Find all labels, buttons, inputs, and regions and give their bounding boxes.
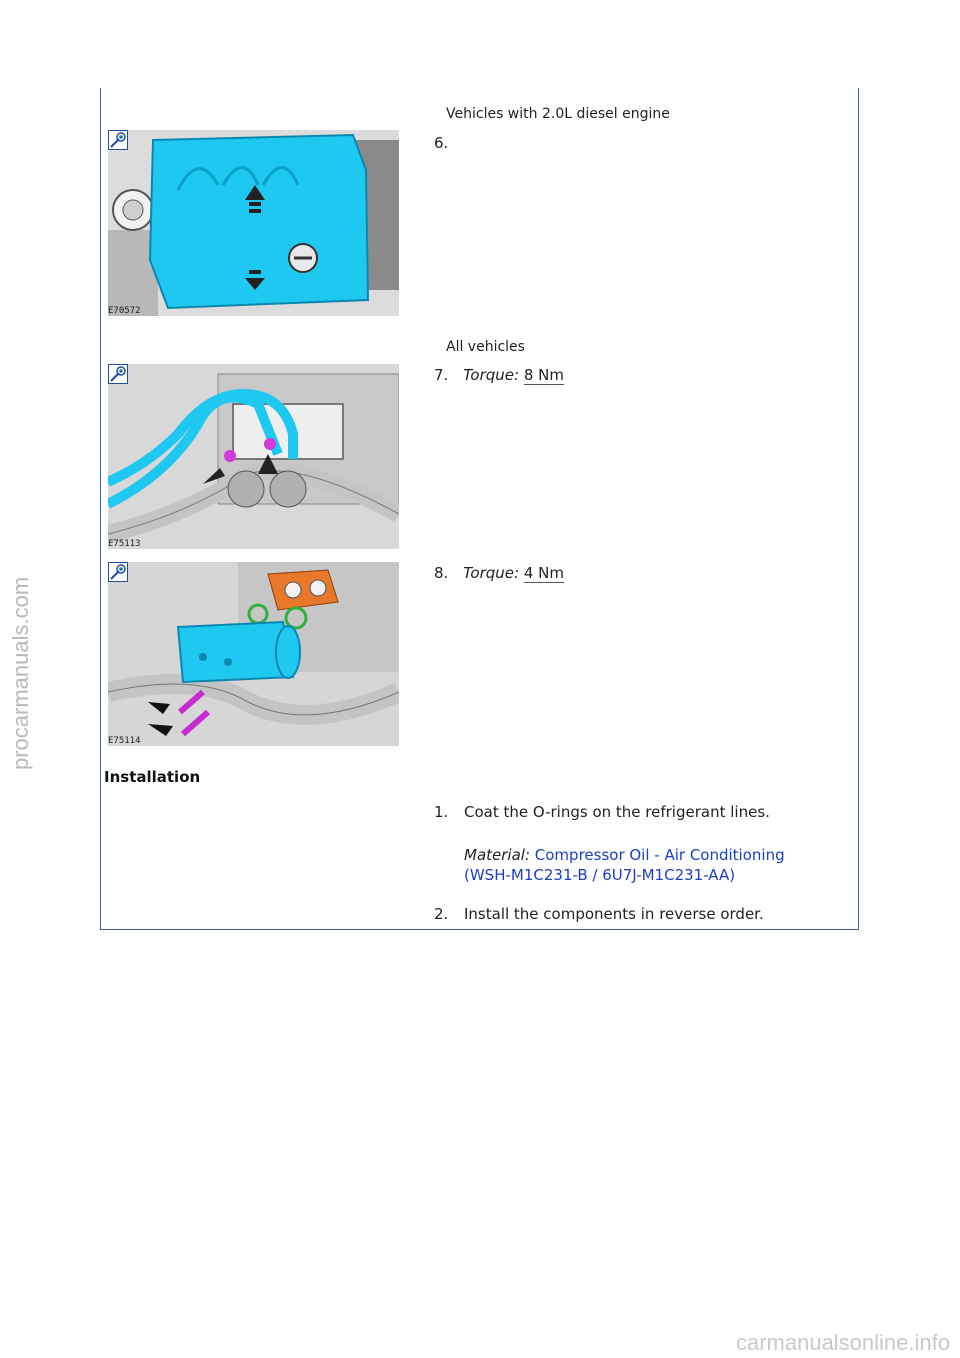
step-number: 6. [434,134,449,152]
installation-heading: Installation [104,768,201,786]
step-number: 2. [434,905,449,923]
step-8 [434,564,564,582]
step-number: 8. [434,564,449,582]
material-label: Material: [464,846,530,864]
step-number: 7. [434,366,449,384]
footer-watermark: carmanualsonline.info [735,1330,950,1355]
zoom-icon[interactable] [108,562,128,582]
figure-id: E75114 [108,736,141,746]
torque-value[interactable]: 4 Nm [523,564,564,582]
torque-value[interactable]: 8 Nm [523,366,564,384]
figure-refrigerant-lines[interactable] [108,364,399,549]
step-number: 1. [434,803,449,821]
all-vehicles-note: All vehicles [446,339,525,355]
side-watermark: procarmanuals.com [8,576,33,770]
material-link-part[interactable]: (WSH-M1C231-B / 6U7J-M1C231-AA) [464,866,736,884]
diesel-engine-note: Vehicles with 2.0L diesel engine [446,106,670,122]
zoom-icon[interactable] [108,364,128,384]
torque-label: Torque: [463,564,520,582]
figure-expansion-valve[interactable] [108,562,399,746]
figure-id: E75113 [108,539,141,549]
torque-label: Torque: [463,366,520,384]
figure-engine-cover[interactable] [108,130,399,316]
step-7 [434,366,564,384]
zoom-icon[interactable] [108,130,128,150]
figure-id: E70572 [108,306,141,316]
step-text: Coat the O-rings on the refrigerant lines. [464,803,770,821]
step-text: Install the components in reverse order. [464,905,764,923]
material-spec [464,845,844,885]
material-link[interactable]: Compressor Oil - Air Conditioning [534,846,785,864]
